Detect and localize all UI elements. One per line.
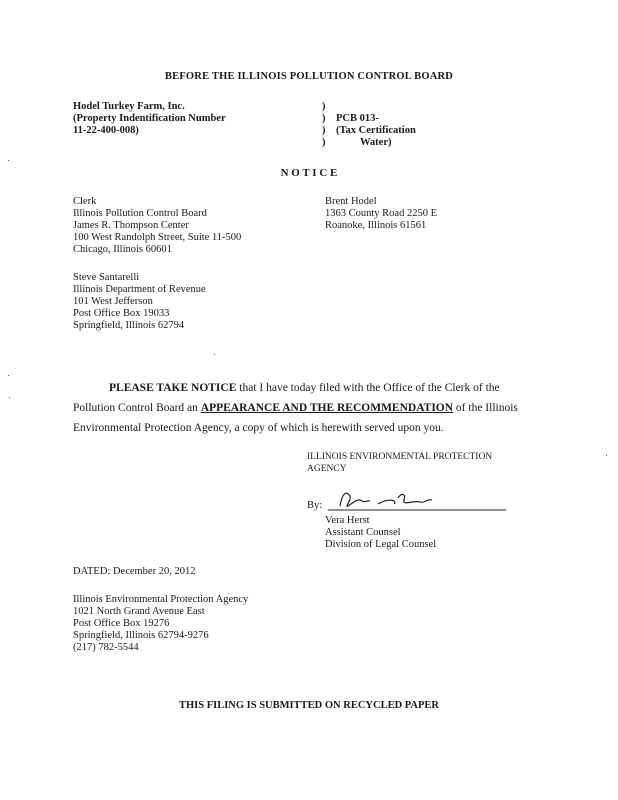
agency-name: [307, 451, 492, 475]
filed-documents: APPEARANCE AND THE RECOMMENDATION: [200, 402, 454, 414]
agency-line: ILLINOIS ENVIRONMENTAL PROTECTION: [307, 452, 493, 462]
signer-block: [325, 515, 436, 551]
address-line: Post Office Box 19276: [73, 618, 170, 629]
scan-speck: [9, 397, 10, 398]
signer-division: Division of Legal Counsel: [325, 539, 437, 550]
caption-separators: [322, 101, 326, 149]
address-line: Chicago, Illinois 60601: [73, 244, 172, 255]
address-line: Illinois Pollution Control Board: [73, 208, 207, 219]
notice-text: Pollution Control Board an: [73, 402, 201, 414]
address-clerk: [73, 196, 241, 256]
scan-speck: [8, 160, 9, 161]
address-line: 1363 County Road 2250 E: [325, 208, 437, 219]
notice-text: Environmental Protection Agency, a copy of which is herewith served upon you.: [73, 422, 444, 434]
address-line: 100 West Randolph Street, Suite 11-500: [73, 232, 242, 243]
address-line: Steve Santarelli: [73, 272, 140, 283]
caption-parties: [73, 101, 226, 137]
signer-name: Vera Herst: [325, 515, 370, 526]
case-type: (Tax Certification: [336, 125, 416, 136]
signature-mark: [328, 486, 513, 516]
address-revenue: [73, 272, 206, 332]
notice-body: [73, 378, 553, 398]
address-line: Brent Hodel: [325, 196, 377, 207]
caption-line: 11-22-400-008): [73, 125, 139, 136]
notice-lead: PLEASE TAKE NOTICE: [109, 382, 237, 394]
caption-separator: ): [322, 137, 326, 148]
address-line: Illinois Environmental Protection Agency: [73, 594, 249, 605]
address-line: 101 West Jefferson: [73, 296, 153, 307]
address-line: (217) 782-5544: [73, 642, 139, 653]
address-line: Clerk: [73, 196, 97, 207]
address-line: Springfield, Illinois 62794-9276: [73, 630, 209, 641]
caption-separator: ): [322, 101, 326, 112]
address-line: Post Office Box 19033: [73, 308, 170, 319]
case-number: PCB 013-: [336, 113, 379, 124]
address-line: 1021 North Grand Avenue East: [73, 606, 205, 617]
caption-line: Hodel Turkey Farm, Inc.: [73, 101, 185, 112]
caption-separator: ): [322, 125, 326, 136]
signer-title: Assistant Counsel: [325, 527, 401, 538]
by-label: By:: [307, 500, 323, 511]
notice-body-line2: [73, 398, 553, 418]
caption-line: (Property Indentification Number: [73, 113, 226, 124]
scan-speck: [214, 354, 215, 355]
scan-speck: [8, 375, 9, 376]
address-line: Illinois Department of Revenue: [73, 284, 206, 295]
caption-case: [336, 113, 416, 149]
notice-text: that I have today filed with the Office of the Clerk of the: [236, 382, 500, 394]
notice-text: of the Illinois: [453, 402, 518, 414]
address-line: James R. Thompson Center: [73, 220, 189, 231]
case-subtype: Water): [360, 137, 392, 148]
notice-title: N O T I C E: [280, 167, 338, 179]
caption-separator: ): [322, 113, 326, 124]
document-heading: BEFORE THE ILLINOIS POLLUTION CONTROL BOARD: [164, 71, 454, 82]
recycled-paper-footer: THIS FILING IS SUBMITTED ON RECYCLED PAPER: [178, 700, 440, 711]
address-line: Roanoke, Illinois 61561: [325, 220, 427, 231]
dated-line: DATED: December 20, 2012: [73, 566, 196, 577]
address-line: Springfield, Illinois 62794: [73, 320, 185, 331]
address-hodel: [325, 196, 437, 232]
sender-address: [73, 594, 248, 654]
notice-body-line3: [73, 418, 553, 438]
agency-line: AGENCY: [307, 464, 347, 474]
scan-speck: [606, 455, 607, 456]
